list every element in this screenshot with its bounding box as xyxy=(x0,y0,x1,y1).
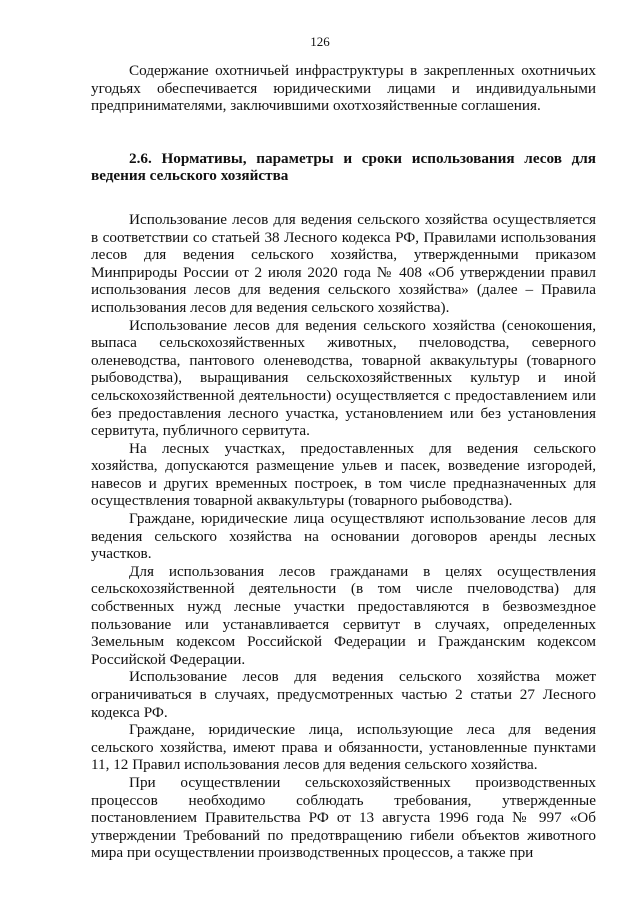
body-paragraph: Использование лесов для ведения сельского хозяйства осуществляется в соответствии со статьей 38 Лесного кодекса РФ, Правилами использования лесов для ведения сельского хозяйства, утвержденными приказом Минприроды России от 2 июля 2020 года № 408 «Об утверждении правил использования лесов для ведения сельского хозяйства» (далее – Правила использования лесов для ведения сельского хозяйства). xyxy=(91,210,596,316)
intro-paragraph: Содержание охотничьей инфраструктуры в закрепленных охотничьих угодьях обеспечивается юридическими лицами и индивидуальными предпринимателями, заключившими охотхозяйственные соглашения. xyxy=(91,62,596,115)
page-number: 126 xyxy=(310,34,330,49)
body-paragraph: Использование лесов для ведения сельского хозяйства может ограничиваться в случаях, предусмотренных частью 2 статьи 27 Лесного кодекса РФ. xyxy=(91,668,596,721)
page-body xyxy=(91,62,596,862)
body-paragraph: Использование лесов для ведения сельского хозяйства (сенокошения, выпаса сельскохозяйственных животных, пчеловодства, северного оленеводства, пантового оленеводства, товарной аквакультуры (товарного рыбоводства), выращивания сельскохозяйственных культур и иной сельскохозяйственной деятельности) осуществляется с предоставлением или без предоставления лесного участка, установлением или без установления сервитута, публичного сервитута. xyxy=(91,316,596,440)
body-paragraph: Граждане, юридические лица, использующие леса для ведения сельского хозяйства, имеют права и обязанности, установленные пунктами 11, 12 Правил использования лесов для ведения сельского хозяйства. xyxy=(91,721,596,774)
body-paragraph: При осуществлении сельскохозяйственных производственных процессов необходимо соблюдать требования, утвержденные постановлением Правительства РФ от 13 августа 1996 года № 997 «Об утверждении Требований по предотвращению гибели объектов животного мира при осуществлении производственных процессов, а также при xyxy=(91,773,596,862)
body-paragraph: На лесных участках, предоставленных для ведения сельского хозяйства, допускаются размещение ульев и пасек, возведение изгородей, навесов и других временных построек, в том числе предназначенных для осуществления товарной аквакультуры (товарного рыбоводства). xyxy=(91,439,596,510)
body-paragraph: Для использования лесов гражданами в целях осуществления сельскохозяйственной деятельности (в том числе пчеловодства) для собственных нужд лесные участки предоставляются в безвозмездное пользование или устанавливается сервитут в случаях, определенных Земельным кодексом Российской Федерации и Гражданским кодексом Российской Федерации. xyxy=(91,562,596,668)
section-heading: 2.6. Нормативы, параметры и сроки использования лесов для ведения сельского хозяйства xyxy=(91,149,596,185)
body-paragraph: Граждане, юридические лица осуществляют использование лесов для ведения сельского хозяйства на основании договоров аренды лесных участков. xyxy=(91,510,596,563)
